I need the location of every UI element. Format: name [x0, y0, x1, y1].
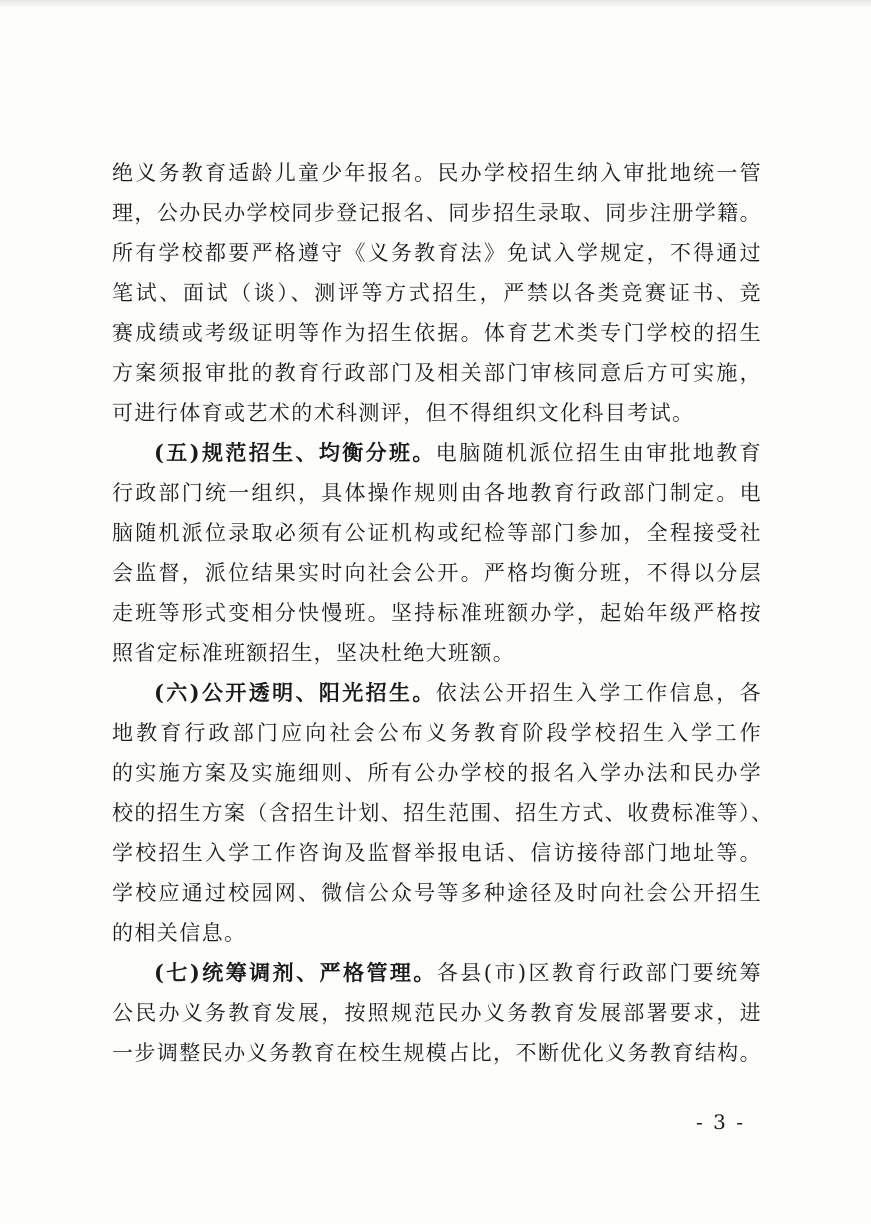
section-7-first-line [112, 953, 762, 993]
body-line: 的实施方案及实施细则、所有公办学校的报名入学办法和民办学 [112, 761, 762, 785]
document-body [112, 153, 774, 1073]
body-line: 所有学校都要严格遵守《义务教育法》免试入学规定，不得通过 [112, 241, 762, 265]
body-line: 笔试、面试（谈）、测评等方式招生，严禁以各类竞赛证书、竞 [112, 281, 762, 305]
body-line: 学校应通过校园网、微信公众号等多种途径及时向社会公开招生 [112, 881, 762, 905]
section-heading-6: (六)公开透明、阳光招生。 [154, 680, 436, 705]
body-line: 的相关信息。 [112, 921, 247, 945]
section-heading-7: (七)统筹调剂、严格管理。 [154, 960, 437, 985]
body-line: 方案须报审批的教育行政部门及相关部门审核同意后方可实施， [112, 361, 762, 385]
body-line: 地教育行政部门应向社会公布义务教育阶段学校招生入学工作 [112, 721, 762, 745]
body-line: 理，公办民办学校同步登记报名、同步招生录取、同步注册学籍。 [112, 201, 762, 225]
body-line: 一步调整民办义务教育在校生规模占比，不断优化义务教育结构。 [112, 1041, 762, 1065]
body-line: 可进行体育或艺术的术科测评，但不得组织文化科目考试。 [112, 401, 695, 425]
body-line: 脑随机派位录取必须有公证机构或纪检等部门参加，全程接受社 [112, 521, 762, 545]
body-text: 各县(市)区教育行政部门要统筹 [436, 961, 762, 985]
section-heading-5: (五)规范招生、均衡分班。 [154, 440, 436, 465]
body-line: 走班等形式变相分快慢班。坚持标准班额办学，起始年级严格按 [112, 601, 762, 625]
body-text: 依法公开招生入学工作信息，各 [435, 681, 762, 705]
body-line: 照省定标准班额招生，坚决杜绝大班额。 [112, 641, 516, 665]
section-6-first-line [112, 673, 762, 713]
body-text: 电脑随机派位招生由审批地教育 [435, 441, 762, 465]
body-line: 公民办义务教育发展，按照规范民办义务教育发展部署要求，进 [112, 1001, 762, 1025]
body-line: 行政部门统一组织，具体操作规则由各地教育行政部门制定。电 [112, 481, 762, 505]
body-line: 校的招生方案（含招生计划、招生范围、招生方式、收费标准等）、 [112, 801, 774, 825]
body-line: 绝义务教育适龄儿童少年报名。民办学校招生纳入审批地统一管 [112, 161, 762, 185]
body-line: 会监督，派位结果实时向社会公开。严格均衡分班，不得以分层 [112, 561, 762, 585]
section-5-first-line [112, 433, 762, 473]
body-line: 赛成绩或考级证明等作为招生依据。体育艺术类专门学校的招生 [112, 321, 762, 345]
body-line: 学校招生入学工作咨询及监督举报电话、信访接待部门地址等。 [112, 841, 762, 865]
page-number: - 3 - [696, 1110, 745, 1134]
scan-edge-shadow [0, 0, 871, 8]
